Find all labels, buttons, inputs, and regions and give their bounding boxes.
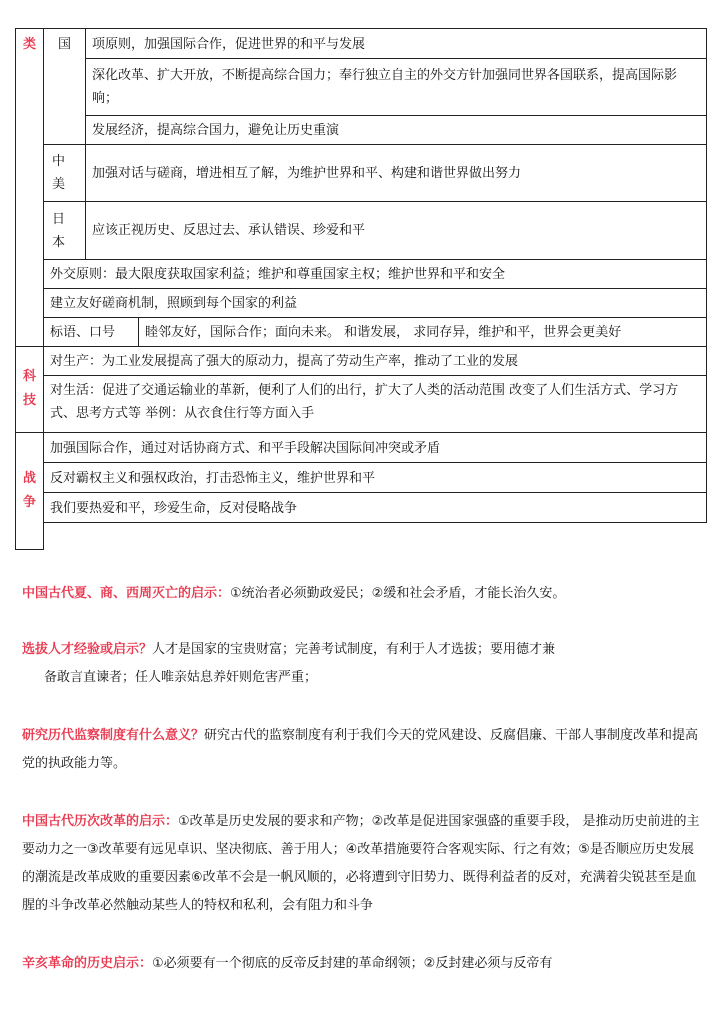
section-body: ①必须要有一个彻底的反帝反封建的革命纲领；②反封建必须与反帝有	[152, 956, 553, 971]
table-row: 对生产：为工业发展提高了强大的原动力，提高了劳动生产率，推动了工业的发展	[43, 346, 707, 376]
sublabel-guo	[43, 28, 86, 145]
table-row: 我们要热爱和平，珍爱生命，反对侵略战争	[43, 492, 707, 523]
table-row: 对生活：促进了交通运输业的革新，便利了人们的出行，扩大了人类的活动范围 改变了人们生活方式、学习方式、思考方式等 举例：从衣食住行等方面入手	[43, 375, 707, 433]
sublabel-zhongmei: 中 美	[43, 144, 86, 202]
table-row: 睦邻友好，国际合作；面向未来。 和谐发展， 求同存异，维护和平，世界会更美好	[138, 317, 707, 347]
table-row: 建立友好磋商机制，照顾到每个国家的利益	[43, 288, 707, 318]
category-cell-keji	[15, 346, 44, 433]
section-body: ①统治者必须勤政爱民；②缓和社会矛盾，才能长治久安。	[230, 586, 566, 601]
category-label-zhan: 战	[22, 471, 36, 486]
table-row: 加强对话与磋商，增进相互了解，为维护世界和平、构建和谐世界做出努力	[85, 144, 707, 202]
section-talent-selection	[22, 636, 702, 692]
section-body: ①改革是历史发展的要求和产物；②改革是促进国家强盛的重要手段， 是推动历史前进的主要动力之一③改革要有远见卓识、坚决彻底、善于用人；④改革措施要符合客观实际、行之有效；⑤是否顺应历史发展的潮流是改革成败的重要因素⑥改革不会是一帆风顺的，必将遭到守旧势力、既得利益者的反对，充满着尖锐甚至是血腥的斗争改革必然触动某些人的特权和私利，会有阻力和斗争	[22, 814, 700, 913]
category-label-zheng: 争	[22, 495, 36, 510]
table-row: 发展经济，提高综合国力，避免让历史重演	[85, 115, 707, 145]
sublabel-slogan: 标语、口号	[43, 317, 139, 347]
section-supervision	[22, 722, 702, 778]
section-body: 人才是国家的宝贵财富；完善考试制度，有利于人才选拔；要用德才兼	[152, 642, 556, 657]
category-cell-guo	[15, 28, 44, 347]
category-label-ke: 科	[22, 369, 36, 384]
section-xia-shang-zhou	[22, 580, 702, 608]
section-reforms	[22, 808, 702, 920]
section-xinhai-revolution	[22, 950, 702, 978]
section-heading: 中国古代夏、商、西周灭亡的启示：	[22, 586, 231, 601]
section-heading: 中国古代历次改革的启示：	[22, 814, 179, 829]
table-row: 加强国际合作，通过对话协商方式、和平手段解决国际间冲突或矛盾	[43, 432, 707, 463]
table-row: 应该正视历史、反思过去、承认错误、珍爱和平	[85, 201, 707, 260]
table-row: 深化改革、扩大开放，不断提高综合国力；奉行独立自主的外交方针加强同世界各国联系，提高国际影响；	[85, 58, 707, 116]
section-body: 研究古代的监察制度有利于我们今天的党风建设、反腐倡廉、干部人事制度改革和提高党的执政能力等。	[22, 728, 699, 771]
table-row: 项原则，加强国际合作，促进世界的和平与发展	[85, 28, 707, 59]
sublabel-riben: 日 本	[43, 201, 86, 260]
section-heading: 选拔人才经验或启示？	[22, 642, 153, 657]
sublabel-guo-text: 国	[57, 37, 71, 52]
category-cell-zhanzheng	[15, 432, 44, 550]
section-body-continued: 备敢言直谏者；任人唯亲姑息养奸则危害严重；	[44, 670, 318, 685]
section-heading: 辛亥革命的历史启示：	[22, 956, 153, 971]
category-label-ji: 技	[22, 393, 36, 408]
category-label-lei: 类	[22, 37, 36, 52]
table-row: 外交原则：最大限度获取国家利益；维护和尊重国家主权；维护世界和平和安全	[43, 259, 707, 289]
section-heading: 研究历代监察制度有什么意义？	[22, 728, 205, 743]
table-row: 反对霸权主义和强权政治，打击恐怖主义，维护世界和平	[43, 462, 707, 493]
